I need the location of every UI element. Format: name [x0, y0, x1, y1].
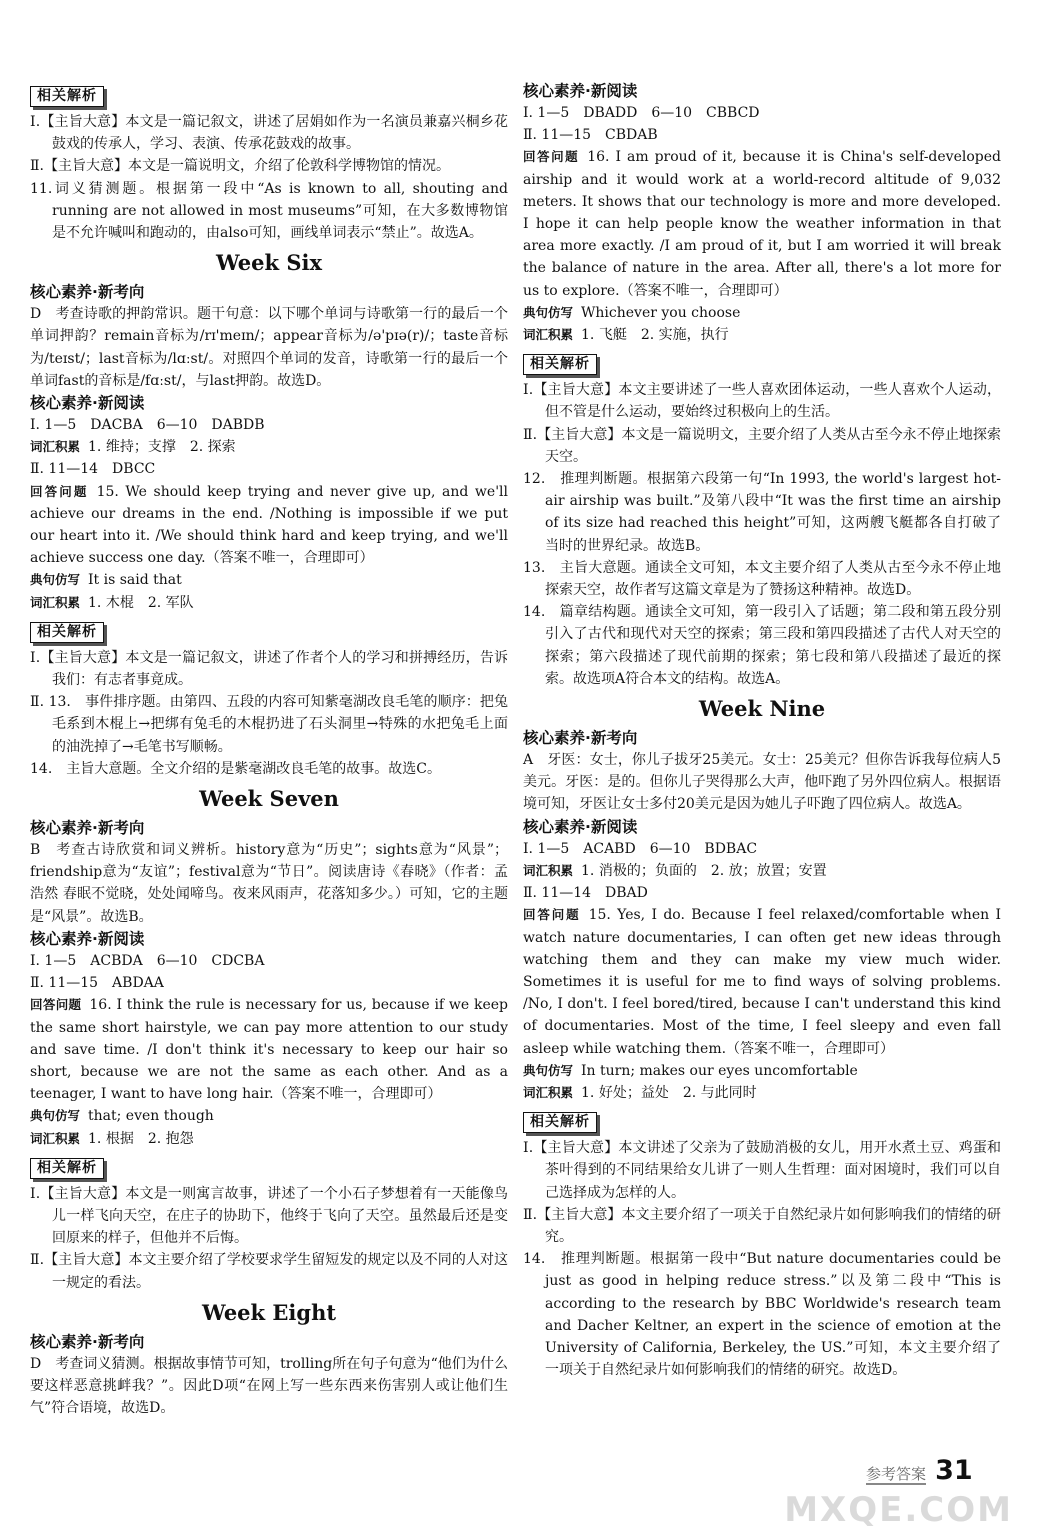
label: 词汇积累 [523, 327, 574, 343]
paragraph: 14. 篇章结构题。通读全文可知，第一段引入了话题；第二段和第五段分别引入了古代和现代对天空的探索；第三段和第四段描述了古代人对天空的探索；第六段描述了现代前期的探索；第七段和第八段描述了最近的探索。故选项A符合本文的结构。故选A。 [523, 604, 1001, 687]
section-tag: 相关解析 [523, 1112, 597, 1133]
value: 15. We should keep trying and never give up, and we'll achieve our dreams in the end. /Nothing is impossible if we put our heart into it. /We should think hard and keep trying, and we'll achieve success one day.（答案不唯一，合理即可） [30, 483, 508, 567]
footer-label: 参考答案 [866, 1465, 927, 1483]
label: 典句仿写 [523, 304, 574, 320]
watermark: MXQE.COM [784, 1490, 1013, 1530]
value: Whichever you choose [581, 304, 741, 321]
answer-line: Ⅰ. 1—5 DBADD 6—10 CBBCD [523, 105, 760, 121]
question-answer [523, 904, 1001, 1059]
paragraph: 14. 主旨大意题。全文介绍的是紫毫湖改良毛笔的故事。故选C。 [30, 760, 441, 777]
value: 16. I think the rule is necessary for us, because if we keep the same short hairstyle, we can pay more attention to our study and save time. /I don't think it's necessary to keep our hair so short, because we are not the same as each other. And as a teenager, I want to have long hair.（答案不唯一，合理即可） [30, 997, 508, 1103]
section-tag: 相关解析 [523, 354, 597, 375]
section-heading: 核心素养·新考向 [30, 283, 145, 302]
paragraph: D 考查词义猜测。根据故事情节可知，trolling所在句子句意为“他们为什么要这样恶意挑衅我？”。因此D项“在网上写一些东西来伤害别人或让他们生气”符合语境，故选D。 [30, 1355, 508, 1417]
section-heading: 核心素养·新阅读 [523, 817, 638, 836]
paragraph: 12. 推理判断题。根据第六段第一句“In 1993, the world's largest hot-air airship was built.”及第八段中“It was the first time an airship of its size had reached this height”可知，这两艘飞艇都各自打破了当时的世界纪录。故选B。 [523, 471, 1001, 554]
page-footer [866, 1455, 973, 1486]
label: 回答问题 [30, 483, 89, 499]
answer-line: Ⅱ. 11—15 ABDAA [30, 975, 164, 992]
paragraph: D 考查诗歌的押韵常识。题干句意：以下哪个单词与诗歌第一行的最后一个单词押韵？remain音标为/rɪ'meɪn/；appear音标为/ə'pɪə(r)/；taste音标为/teɪst/；last音标为/lɑːst/。对照四个单词的发音，诗歌第一行的最后一个单词fast的音标是/fɑːst/，与last押韵。故选D。 [30, 306, 508, 389]
answer-line: Ⅱ. 11—15 CBDAB [523, 127, 658, 144]
item-number: 11. [30, 180, 53, 197]
value: that; even though [88, 1108, 214, 1125]
label: 典句仿写 [523, 1062, 574, 1078]
section-tag: 相关解析 [30, 622, 104, 643]
paragraph: Ⅱ.【主旨大意】本文主要介绍了一项关于自然纪录片如何影响我们的情绪的研究。 [523, 1206, 1001, 1245]
sentence-line [30, 569, 508, 591]
paragraph [30, 178, 508, 245]
label: 词汇积累 [523, 1084, 574, 1100]
answer-line: Ⅰ. 1—5 ACABD 6—10 BDBAC [523, 840, 758, 857]
sentence-line [523, 1060, 1001, 1082]
left-column [30, 78, 508, 1419]
paragraph: Ⅰ.【主旨大意】本文是一篇记叙文，讲述了作者个人的学习和拼搏经历，告诉我们：有志者事竟成。 [30, 649, 508, 689]
question-answer [30, 481, 508, 570]
week-title: Week Six [215, 250, 323, 276]
answer-line: Ⅱ. 11—14 DBCC [30, 461, 156, 478]
vocab-line [523, 860, 1001, 882]
week-title: Week Eight [201, 1299, 337, 1325]
sentence-line [523, 302, 1001, 324]
label: 词汇积累 [30, 1130, 81, 1146]
paragraph: Ⅰ.【主旨大意】本文是一篇记叙文，讲述了居娟如作为一名演员兼嘉兴桐乡花鼓戏的传承人，学习、表演、传承花鼓戏的故事。 [30, 114, 508, 153]
paragraph: A 牙医：女士，你儿子拔牙25美元。女士：25美元？但你告诉我每位病人5美元。牙医：是的。但你儿子哭得那么大声，他吓跑了另外四位病人。根据语境可知，牙医让女士多付20美元是因为她儿子吓跑了四位病人。故选A。 [523, 752, 1001, 813]
vocab-line [523, 1082, 1001, 1104]
paragraph: 13. 主旨大意题。通读全文可知，本文主要介绍了人类从古至今永不停止地探索天空，故作者写这篇文章是为了赞扬这种精神。故选D。 [523, 559, 1001, 599]
page-number: 31 [935, 1455, 973, 1486]
section-heading: 核心素养·新阅读 [523, 82, 638, 100]
section-heading: 核心素养·新考向 [30, 1332, 145, 1351]
section-heading: 核心素养·新阅读 [30, 394, 145, 413]
section-tag: 相关解析 [30, 86, 104, 107]
label: 回答问题 [523, 907, 581, 923]
paragraph: Ⅱ.【主旨大意】本文是一篇说明文，主要介绍了人类从古至今永不停止地探索天空。 [523, 426, 1001, 465]
vocab-line [30, 592, 508, 614]
value: 1. 飞艇 2. 实施，执行 [581, 327, 729, 344]
paragraph: Ⅰ.【主旨大意】本文主要讲述了一些人喜欢团体运动，一些人喜欢个人运动，但不管是什么运动，要始终过积极向上的生活。 [523, 382, 1001, 421]
answer-line: Ⅱ. 11—14 DBAD [523, 885, 648, 902]
value: 16. I am proud of it, because it is China's self-developed airship and it would work at a world-record altitude of 9,032 meters. It shows that our technology is more and more developed. I hope it can help people know the weather information in that area more exactly. /I am proud of it, but I am worried it will break the balance of nature in the area. After all, there's a lot more for us to explore.（答案不唯一，合理即可） [523, 149, 1001, 299]
week-title: Week Seven [199, 786, 339, 812]
paragraph: Ⅰ.【主旨大意】本文讲述了父亲为了鼓励消极的女儿，用开水煮土豆、鸡蛋和茶叶得到的不同结果给女儿讲了一则人生哲理：面对困境时，我们可以自己选择成为怎样的人。 [523, 1140, 1001, 1201]
paragraph: Ⅱ.【主旨大意】本文是一篇说明文，介绍了伦敦科学博物馆的情况。 [30, 158, 450, 175]
label: 回答问题 [30, 997, 82, 1013]
vocab-line [523, 324, 1001, 346]
section-heading: 核心素养·新考向 [523, 729, 638, 748]
section-tag: 相关解析 [30, 1158, 104, 1179]
label: 词汇积累 [523, 862, 574, 878]
question-answer [523, 146, 1001, 301]
value: 1. 消极的；负面的 2. 放；放置；安置 [581, 862, 827, 879]
answer-text: 词义猜测题。根据第一段中“As is known to all, shouting and running are not allowed in most museums”可知，在大多数博物馆是不允许喊叫和跑动的，由also可知，画线单词表示“禁止”。故选A。 [52, 180, 508, 242]
answer-line: Ⅰ. 1—5 DACBA 6—10 DABDB [30, 417, 265, 434]
right-column [523, 80, 1001, 1381]
value: It is said that [88, 572, 182, 589]
value: 1. 木棍 2. 军队 [88, 594, 194, 611]
section-heading: 核心素养·新阅读 [30, 929, 145, 948]
sentence-line [30, 1105, 508, 1127]
paragraph: 14. 推理判断题。根据第一段中“But nature documentaries could be just as good in helping reduce stress.”以及第二段中“This is according to the research by BBC Worldwide's research team and Dacher Keltner, an expert in the science of emotion at the University of California, Berkeley, the US.”可知，本文主要介绍了一项关于自然纪录片如何影响我们的情绪的研究。故选D。 [523, 1251, 1001, 1379]
value: 1. 维持；支撑 2. 探索 [88, 439, 236, 456]
label: 典句仿写 [30, 1108, 81, 1124]
paragraph: Ⅱ. 13. 事件排序题。由第四、五段的内容可知紫毫湖改良毛笔的顺序：把兔毛系到木棍上→把绑有兔毛的木棍扔进了石头洞里→特殊的水把兔毛上面的油洗掉了→毛笔书写顺畅。 [30, 694, 508, 755]
label: 回答问题 [523, 149, 580, 165]
label: 词汇积累 [30, 594, 81, 610]
label: 典句仿写 [30, 572, 81, 588]
answer-line: Ⅰ. 1—5 ACBDA 6—10 CDCBA [30, 952, 265, 969]
paragraph: Ⅰ.【主旨大意】本文是一则寓言故事，讲述了一个小石子梦想着有一天能像鸟儿一样飞向天空，在庄子的协助下，他终于飞向了天空。虽然最后还是变回原来的样子，但他并不后悔。 [30, 1185, 508, 1247]
value: 1. 根据 2. 抱怨 [88, 1130, 194, 1147]
label: 词汇积累 [30, 439, 81, 455]
section-heading: 核心素养·新考向 [30, 819, 145, 838]
week-title: Week Nine [698, 696, 826, 722]
question-answer [30, 994, 508, 1105]
paragraph: B 考查古诗欣赏和词义辨析。history意为“历史”；sights意为“风景”；friendship意为“友谊”；festival意为“节日”。阅读唐诗《春晓》（作者：孟浩然 春眠不觉晓，处处闻啼鸟。夜来风雨声，花落知多少。）可知，它的主题是“风景”。故选B。 [30, 842, 508, 925]
vocab-line [30, 436, 508, 458]
value: In turn; makes our eyes uncomfortable [581, 1062, 858, 1079]
value: 15. Yes, I do. Because I feel relaxed/comfortable when I watch nature documentaries, I can often get new ideas through watching them and they can make my view much wider. Sometimes it is useful for me to find ways of solving problems. /No, I don't. I feel bored/tired, because I can't understand this kind of documentaries. Most of the time, I feel sleepy and even fall asleep while watching them.（答案不唯一，合理即可） [523, 907, 1001, 1057]
value: 1. 好处；益处 2. 与此同时 [581, 1084, 757, 1101]
paragraph: Ⅱ.【主旨大意】本文主要介绍了学校要求学生留短发的规定以及不同的人对这一规定的看法。 [30, 1252, 508, 1291]
vocab-line [30, 1128, 508, 1150]
